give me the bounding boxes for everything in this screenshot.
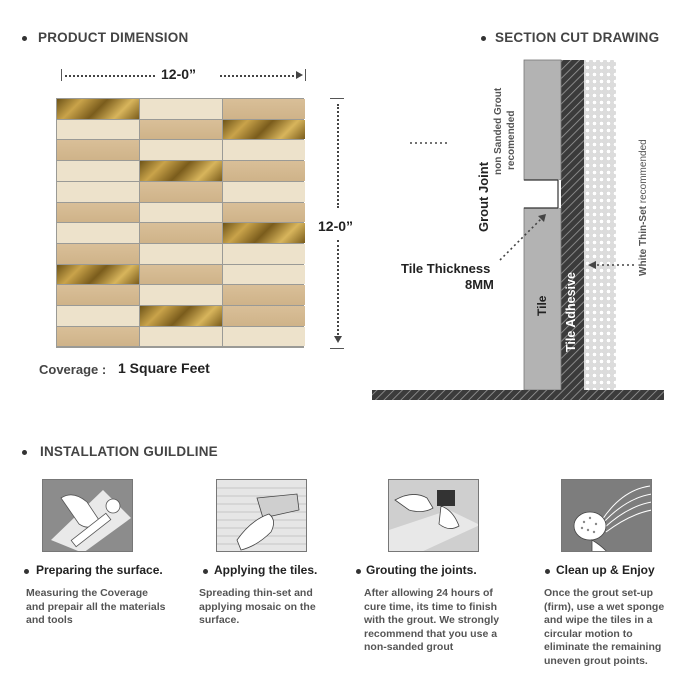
trowel-spreading-icon [216,479,307,552]
height-dotted-line-top [337,104,339,208]
height-arrow-icon [334,336,342,343]
tile-thickness-value: 8MM [465,277,494,292]
coverage-label: Coverage : [39,362,107,377]
step-1-description: Measuring the Coverage and prepair all the materials and tools [26,587,166,626]
mosaic-strip [57,223,139,243]
step-4-description: Once the grout set-up (firm), use a wet sponge and wipe the tiles in a circular motion to eliminate the remaining uneven grout points. [544,587,665,667]
grout-note-line2: recomended [506,110,517,170]
coverage-value: 1 Square Feet [118,360,210,376]
step-3-description: After allowing 24 hours of cure time, its time to finish with the grout. We strongly recommend that you use a non-sanded grout [364,587,500,653]
width-arrow-icon [296,71,303,79]
grout-float-icon [388,479,479,552]
bullet [545,569,550,574]
grout-joint-label: Grout Joint [476,161,491,232]
mosaic-strip [140,265,222,285]
upper-tile [524,60,561,180]
width-label: 12-0” [161,66,197,82]
mosaic-strip [140,140,222,160]
mosaic-strip [223,99,305,119]
mosaic-strip [57,99,139,119]
mosaic-strip [140,99,222,119]
mosaic-strip [57,244,139,264]
mosaic-strip [140,244,222,264]
width-dotted-line-left [65,75,155,77]
width-dotted-line-right [220,75,298,77]
bullet [481,36,486,41]
height-label: 12-0” [318,218,354,234]
tile-adhesive-label: Tile Adhesive [564,272,578,352]
height-dotted-line-bottom [337,240,339,335]
mosaic-strip [57,203,139,223]
mosaic-strip [140,182,222,202]
mosaic-strip [140,203,222,223]
mosaic-strip [57,120,139,140]
bullet [22,450,27,455]
tile-thickness-label: Tile Thickness [401,261,491,276]
mosaic-strip [223,306,305,326]
mosaic-strip [140,327,222,347]
mosaic-strip [140,285,222,305]
mosaic-strip [223,182,305,202]
mosaic-strip [223,265,305,285]
thinset-label-bold: White Thin-Set [638,206,649,276]
mosaic-strip [57,306,139,326]
thinset-layer [584,60,616,390]
step-3-title: Grouting the joints. [366,563,477,577]
width-tick-left [61,69,62,81]
grout-joint [524,180,561,208]
installation-heading: INSTALLATION GUILDLINE [40,444,218,459]
height-tick-top [330,98,344,99]
mosaic-strip [223,120,305,140]
measuring-tape-icon [42,479,133,552]
mosaic-strip [140,120,222,140]
mosaic-strip [140,223,222,243]
mosaic-strip [57,140,139,160]
bullet [356,569,361,574]
mosaic-strip [223,244,305,264]
product-dimension-heading: PRODUCT DIMENSION [38,30,189,45]
mosaic-strip [223,285,305,305]
step-2-title: Applying the tiles. [214,563,318,577]
grout-note-line1: non Sanded Grout [493,87,504,175]
tile-label: Tile [535,295,549,316]
thinset-label-rest: recommended [638,139,649,206]
mosaic-strip [57,161,139,181]
width-tick-right [305,69,306,81]
sponge-cleaning-icon [561,479,652,552]
step-2-description: Spreading thin-set and applying mosaic on the surface. [199,587,316,626]
thinset-label [638,139,649,276]
mosaic-strip [223,223,305,243]
mosaic-strip [223,140,305,160]
bullet [24,569,29,574]
mosaic-strip [57,182,139,202]
step-1-title: Preparing the surface. [36,563,163,577]
mosaic-strip [140,306,222,326]
bullet [203,569,208,574]
mosaic-strip [223,203,305,223]
mosaic-strip [57,285,139,305]
mosaic-strip [57,265,139,285]
mosaic-strip [223,327,305,347]
floor-slab [372,390,664,400]
mosaic-strip [140,161,222,181]
section-cut-heading: SECTION CUT DRAWING [495,30,660,45]
bullet [22,36,27,41]
mosaic-strip [223,161,305,181]
step-4-title: Clean up & Enjoy [556,563,655,577]
height-tick-bottom [330,348,344,349]
mosaic-tile-sheet [56,98,304,348]
mosaic-strip [57,327,139,347]
